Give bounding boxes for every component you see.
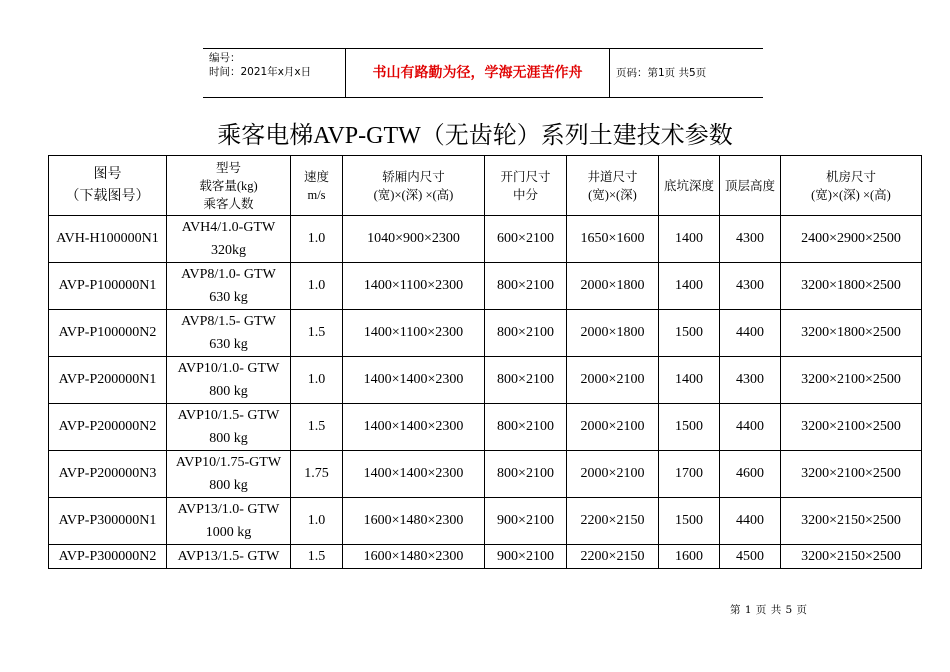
cell-top-height: 4600 [720, 451, 781, 498]
cell-machine-room: 3200×2150×2500 [781, 545, 922, 569]
elevator-spec-table [48, 155, 922, 569]
cell-pit-depth: 1400 [659, 263, 720, 310]
table-row [49, 357, 922, 404]
cell-shaft-size: 2200×2150 [567, 545, 659, 569]
table-row [49, 216, 922, 263]
cell-top-height: 4500 [720, 545, 781, 569]
document-header [203, 48, 763, 98]
cell-model: AVP10/1.75-GTW 800 kg [167, 451, 291, 498]
cell-top-height: 4300 [720, 263, 781, 310]
cell-model: AVP10/1.0- GTW 800 kg [167, 357, 291, 404]
cell-car-size: 1600×1480×2300 [343, 545, 485, 569]
cell-shaft-size: 2000×2100 [567, 451, 659, 498]
cell-speed: 1.5 [291, 310, 343, 357]
cell-pit-depth: 1400 [659, 216, 720, 263]
cell-shaft-size: 2000×1800 [567, 263, 659, 310]
cell-model: AVH4/1.0-GTW 320kg [167, 216, 291, 263]
table-row [49, 404, 922, 451]
header-speed: 速度 m/s [291, 156, 343, 216]
cell-car-size: 1400×1400×2300 [343, 451, 485, 498]
cell-shaft-size: 2200×2150 [567, 498, 659, 545]
cell-car-size: 1400×1400×2300 [343, 357, 485, 404]
time-label: 时间：2021年x月x日 [209, 66, 312, 78]
cell-machine-room: 3200×2150×2500 [781, 498, 922, 545]
cell-machine-room: 3200×2100×2500 [781, 357, 922, 404]
cell-car-size: 1400×1100×2300 [343, 310, 485, 357]
cell-drawing-no: AVP-P100000N2 [49, 310, 167, 357]
cell-model: AVP8/1.0- GTW 630 kg [167, 263, 291, 310]
cell-machine-room: 2400×2900×2500 [781, 216, 922, 263]
cell-speed: 1.0 [291, 498, 343, 545]
cell-top-height: 4400 [720, 404, 781, 451]
cell-shaft-size: 2000×1800 [567, 310, 659, 357]
header-shaft-size: 井道尺寸 (宽)×(深) [567, 156, 659, 216]
cell-model: AVP8/1.5- GTW 630 kg [167, 310, 291, 357]
cell-door-size: 800×2100 [485, 404, 567, 451]
number-label: 编号： [209, 52, 241, 64]
cell-car-size: 1600×1480×2300 [343, 498, 485, 545]
header-pit-depth: 底坑深度 [659, 156, 720, 216]
table-row [49, 498, 922, 545]
table-row [49, 451, 922, 498]
cell-top-height: 4400 [720, 498, 781, 545]
header-slogan: 书山有路勤为径，学海无涯苦作舟 [346, 49, 610, 97]
cell-speed: 1.0 [291, 216, 343, 263]
cell-door-size: 800×2100 [485, 357, 567, 404]
cell-drawing-no: AVP-P100000N1 [49, 263, 167, 310]
cell-pit-depth: 1700 [659, 451, 720, 498]
cell-speed: 1.5 [291, 545, 343, 569]
header-drawing-no: 图号 （下载图号） [49, 156, 167, 216]
cell-machine-room: 3200×1800×2500 [781, 310, 922, 357]
cell-pit-depth: 1500 [659, 404, 720, 451]
cell-model: AVP13/1.0- GTW 1000 kg [167, 498, 291, 545]
cell-machine-room: 3200×2100×2500 [781, 451, 922, 498]
cell-speed: 1.0 [291, 357, 343, 404]
page-footer: 第 1 页 共 5 页 [730, 604, 808, 616]
cell-shaft-size: 2000×2100 [567, 357, 659, 404]
cell-model: AVP13/1.5- GTW [167, 545, 291, 569]
cell-speed: 1.5 [291, 404, 343, 451]
cell-door-size: 800×2100 [485, 263, 567, 310]
cell-machine-room: 3200×1800×2500 [781, 263, 922, 310]
header-top-height: 顶层高度 [720, 156, 781, 216]
cell-drawing-no: AVP-P300000N2 [49, 545, 167, 569]
table-row [49, 310, 922, 357]
cell-door-size: 900×2100 [485, 545, 567, 569]
cell-pit-depth: 1400 [659, 357, 720, 404]
cell-drawing-no: AVP-P200000N2 [49, 404, 167, 451]
cell-pit-depth: 1600 [659, 545, 720, 569]
header-meta [203, 49, 346, 97]
header-model: 型号 载客量(kg) 乘客人数 [167, 156, 291, 216]
cell-top-height: 4300 [720, 357, 781, 404]
cell-pit-depth: 1500 [659, 310, 720, 357]
header-page-info: 页码：第1页 共5页 [616, 67, 707, 79]
cell-car-size: 1400×1400×2300 [343, 404, 485, 451]
header-door-size: 开门尺寸 中分 [485, 156, 567, 216]
table-row [49, 263, 922, 310]
cell-drawing-no: AVP-P200000N1 [49, 357, 167, 404]
cell-shaft-size: 1650×1600 [567, 216, 659, 263]
header-machine-room: 机房尺寸 (宽)×(深) ×(高) [781, 156, 922, 216]
header-car-size: 轿厢内尺寸 (宽)×(深) ×(高) [343, 156, 485, 216]
cell-shaft-size: 2000×2100 [567, 404, 659, 451]
page-title: 乘客电梯AVP-GTW（无齿轮）系列土建技术参数 [217, 123, 733, 149]
cell-door-size: 800×2100 [485, 310, 567, 357]
cell-door-size: 900×2100 [485, 498, 567, 545]
cell-drawing-no: AVH-H100000N1 [49, 216, 167, 263]
cell-speed: 1.75 [291, 451, 343, 498]
cell-model: AVP10/1.5- GTW 800 kg [167, 404, 291, 451]
table-row [49, 545, 922, 569]
cell-speed: 1.0 [291, 263, 343, 310]
cell-top-height: 4300 [720, 216, 781, 263]
cell-door-size: 600×2100 [485, 216, 567, 263]
cell-door-size: 800×2100 [485, 451, 567, 498]
cell-top-height: 4400 [720, 310, 781, 357]
cell-machine-room: 3200×2100×2500 [781, 404, 922, 451]
cell-drawing-no: AVP-P200000N3 [49, 451, 167, 498]
cell-drawing-no: AVP-P300000N1 [49, 498, 167, 545]
cell-car-size: 1400×1100×2300 [343, 263, 485, 310]
table-header-row [49, 156, 922, 216]
cell-car-size: 1040×900×2300 [343, 216, 485, 263]
cell-pit-depth: 1500 [659, 498, 720, 545]
